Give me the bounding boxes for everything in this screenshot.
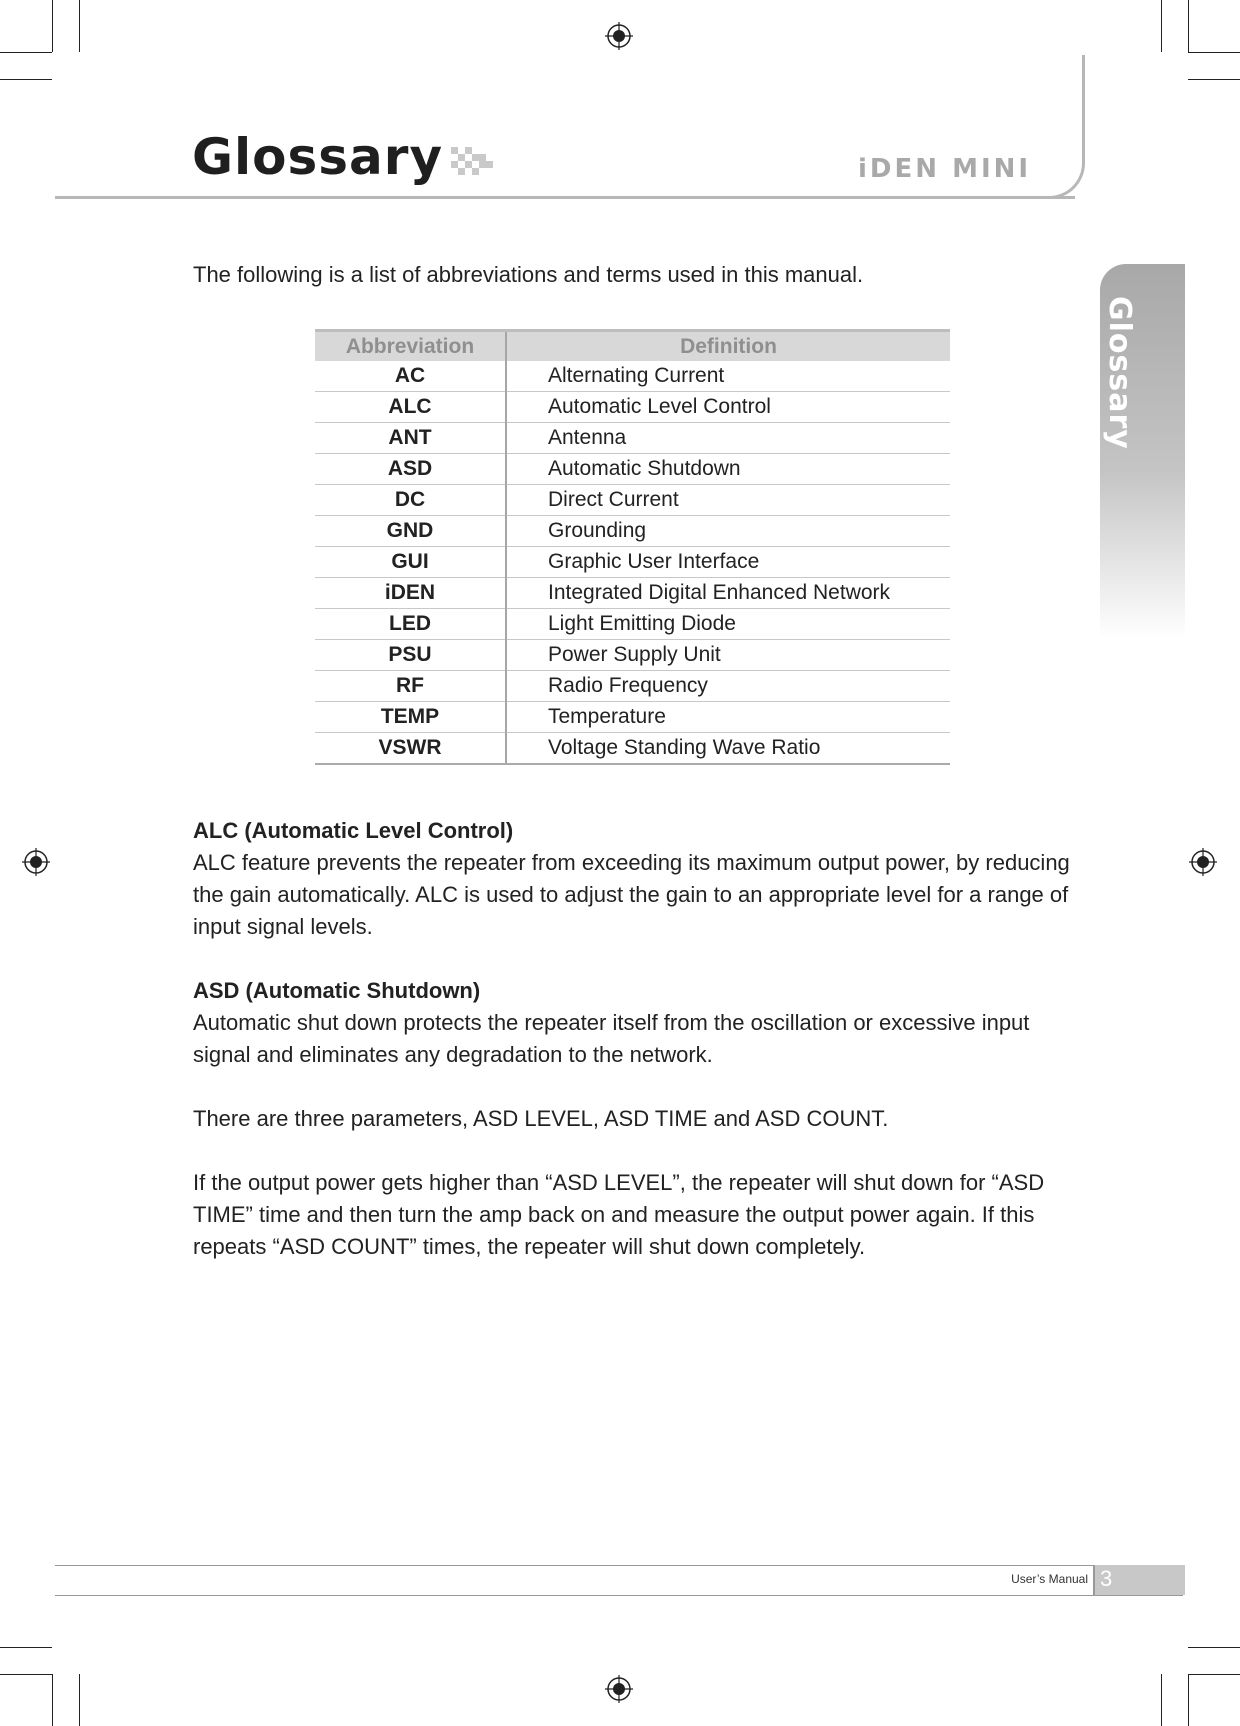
abbreviation-cell: DC	[315, 485, 506, 516]
crop-mark	[1188, 1674, 1240, 1675]
crop-mark	[79, 0, 80, 52]
footer-label: User’s Manual	[1011, 1572, 1088, 1586]
registration-mark-icon	[605, 22, 633, 50]
intro-text: The following is a list of abbreviations and terms used in this manual.	[193, 262, 864, 287]
crop-mark	[1161, 1674, 1162, 1726]
table-row	[315, 547, 950, 578]
asd-body: Automatic shut down protects the repeater itself from the oscillation or excessive input signal and eliminates any degradation to the network.	[193, 1010, 1030, 1067]
footer-rule	[55, 1595, 1183, 1596]
abbreviation-cell: iDEN	[315, 578, 506, 609]
checker-arrow-icon	[451, 147, 497, 179]
crop-mark	[1161, 0, 1162, 52]
table-row	[315, 578, 950, 609]
table-row	[315, 485, 950, 516]
definition-cell: Grounding	[506, 516, 950, 547]
table-row	[315, 702, 950, 733]
abbreviation-cell: LED	[315, 609, 506, 640]
glossary-table	[315, 329, 950, 765]
table-header-row	[315, 331, 950, 362]
definition-cell: Radio Frequency	[506, 671, 950, 702]
abbreviation-cell: ALC	[315, 392, 506, 423]
definition-cell: Light Emitting Diode	[506, 609, 950, 640]
definition-cell: Integrated Digital Enhanced Network	[506, 578, 950, 609]
crop-mark	[79, 1674, 80, 1726]
abbreviation-cell: ASD	[315, 454, 506, 485]
abbreviation-cell: RF	[315, 671, 506, 702]
page-title: Glossary	[192, 128, 444, 186]
table-row	[315, 361, 950, 392]
definition-cell: Graphic User Interface	[506, 547, 950, 578]
page-number: 3	[1100, 1566, 1113, 1591]
crop-mark	[0, 1647, 52, 1648]
table-row	[315, 423, 950, 454]
abbreviation-cell: GUI	[315, 547, 506, 578]
table-row	[315, 454, 950, 485]
table-row	[315, 671, 950, 702]
alc-heading: ALC (Automatic Level Control)	[193, 818, 514, 843]
abbreviation-cell: TEMP	[315, 702, 506, 733]
definition-cell: Direct Current	[506, 485, 950, 516]
definition-cell: Antenna	[506, 423, 950, 454]
asd-detail: If the output power gets higher than “ASD LEVEL”, the repeater will shut down for “ASD TIME” time and then turn the amp back on and measure the output power again. If this repeats “ASD COUNT” times, the repeater will shut down completely.	[193, 1170, 1045, 1259]
registration-mark-icon	[1189, 848, 1217, 876]
asd-params: There are three parameters, ASD LEVEL, ASD TIME and ASD COUNT.	[193, 1106, 889, 1131]
column-header-definition: Definition	[506, 331, 950, 362]
abbreviation-cell: ANT	[315, 423, 506, 454]
table-row	[315, 640, 950, 671]
abbreviation-cell: AC	[315, 361, 506, 392]
crop-mark	[1188, 1674, 1189, 1726]
abbreviation-cell: VSWR	[315, 733, 506, 765]
brand-logo: iDEN MINI	[858, 154, 1032, 184]
footer-rule	[55, 1565, 1183, 1566]
registration-mark-icon	[22, 848, 50, 876]
definition-cell: Alternating Current	[506, 361, 950, 392]
definition-cell: Voltage Standing Wave Ratio	[506, 733, 950, 765]
crop-mark	[52, 0, 53, 52]
crop-mark	[1188, 0, 1189, 52]
table-row	[315, 392, 950, 423]
table-row	[315, 733, 950, 765]
abbreviation-cell: PSU	[315, 640, 506, 671]
definition-cell: Temperature	[506, 702, 950, 733]
side-tab-label: Glossary	[1102, 296, 1137, 450]
definition-cell: Automatic Level Control	[506, 392, 950, 423]
registration-mark-icon	[605, 1675, 633, 1703]
crop-mark	[0, 1674, 52, 1675]
table-row	[315, 609, 950, 640]
crop-mark	[1188, 1647, 1240, 1648]
asd-heading: ASD (Automatic Shutdown)	[193, 978, 481, 1003]
definition-cell: Automatic Shutdown	[506, 454, 950, 485]
crop-mark	[1188, 52, 1240, 53]
column-header-abbreviation: Abbreviation	[315, 331, 506, 362]
crop-mark	[0, 52, 52, 53]
crop-mark	[1188, 79, 1240, 80]
abbreviation-cell: GND	[315, 516, 506, 547]
alc-body: ALC feature prevents the repeater from exceeding its maximum output power, by reducing the gain automatically. ALC is used to adjust the gain to an appropriate level for a range of input signal levels.	[193, 850, 1070, 939]
crop-mark	[52, 1674, 53, 1726]
crop-mark	[0, 79, 52, 80]
header-rule	[55, 196, 1075, 199]
definition-cell: Power Supply Unit	[506, 640, 950, 671]
table-row	[315, 516, 950, 547]
